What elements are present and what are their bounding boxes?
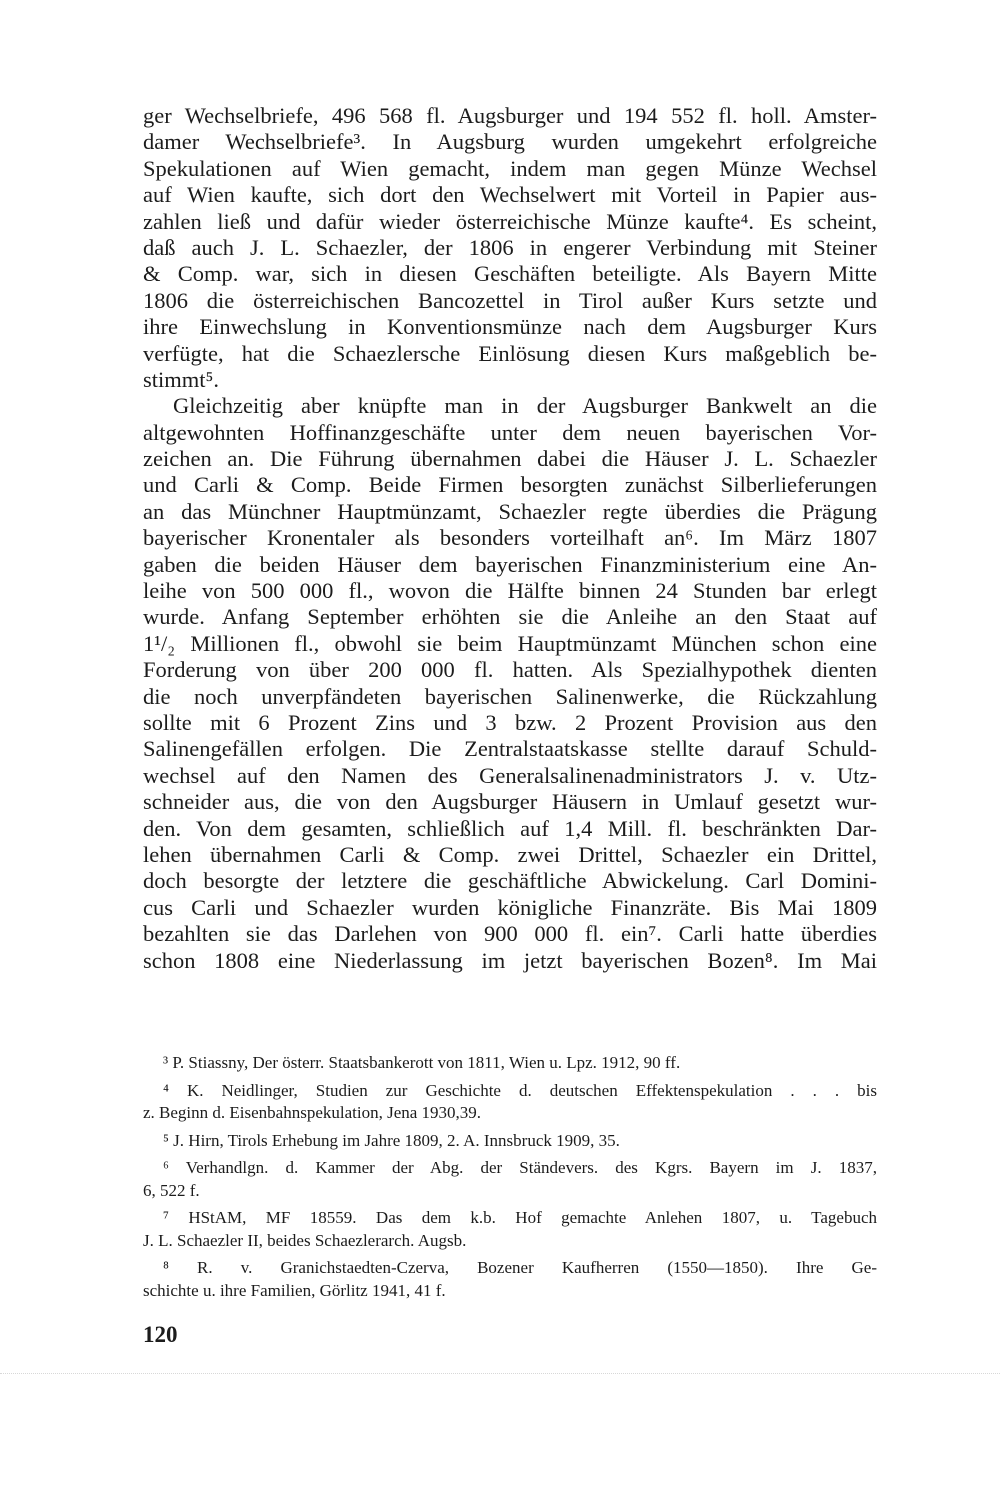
text-line: 1¹/₂ Millionen fl., obwohl sie beim Hauptmünzamt München schon eine	[143, 630, 877, 656]
text-line: die noch unverpfändeten bayerischen Salinenwerke, die Rückzahlung	[143, 683, 877, 709]
text-line: altgewohnten Hoffinanzgeschäfte unter dem neuen bayerischen Vor-	[143, 419, 877, 445]
footnote-4	[143, 1080, 877, 1125]
text-line: Forderung von über 200 000 fl. hatten. Als Spezialhypothek dienten	[143, 657, 877, 683]
footnote-line: 6, 522 f.	[143, 1180, 200, 1200]
footnote-7	[143, 1207, 877, 1252]
footnote-3	[143, 1052, 877, 1075]
footnote-line: ⁵ J. Hirn, Tirols Erhebung im Jahre 1809, 2. A. Innsbruck 1909, 35.	[163, 1130, 620, 1150]
scan-edge-divider	[0, 1373, 1000, 1374]
footnote-line: J. L. Schaezler II, beides Schaezlerarch. Augsb.	[143, 1230, 467, 1250]
text-line: doch besorgte der letztere die geschäftliche Abwickelung. Carl Domini-	[143, 868, 877, 894]
text-line: gaben die beiden Häuser dem bayerischen Finanzministerium eine An-	[143, 551, 877, 577]
text-line: lehen übernahmen Carli & Comp. zwei Drittel, Schaezler ein Drittel,	[143, 841, 877, 867]
body-text	[143, 103, 877, 974]
text-line: Spekulationen auf Wien gemacht, indem man gegen Münze Wechsel	[143, 155, 877, 181]
text-line: bezahlten sie das Darlehen von 900 000 fl. ein⁷. Carli hatte überdies	[143, 921, 877, 947]
text-line: zeichen an. Die Führung übernahmen dabei die Häuser J. L. Schaezler	[143, 446, 877, 472]
text-line: wurde. Anfang September erhöhten sie die Anleihe an den Staat auf	[143, 604, 877, 630]
footnote-line: ⁷ HStAM, MF 18559. Das dem k.b. Hof gemachte Anlehen 1807, u. Tagebuch	[163, 1208, 877, 1227]
text-line: ger Wechselbriefe, 496 568 fl. Augsburger und 194 552 fl. holl. Amster-	[143, 103, 877, 128]
footnote-line: ⁴ K. Neidlinger, Studien zur Geschichte d. deutschen Effektenspekulation . . . bis	[163, 1080, 877, 1100]
text-line: Salinengefällen erfolgen. Die Zentralstaatskasse stellte darauf Schuld-	[143, 736, 877, 762]
text-line: zahlen ließ und dafür wieder österreichische Münze kaufte⁴. Es scheint,	[143, 208, 877, 234]
text-line: Gleichzeitig aber knüpfte man in der Augsburger Bankwelt an die	[173, 393, 877, 419]
text-line: schneider aus, die von den Augsburger Häusern in Umlauf gesetzt wur-	[143, 789, 877, 815]
text-line: den. Von dem gesamten, schließlich auf 1,4 Mill. fl. beschränkten Dar-	[143, 815, 877, 841]
footnote-line: ⁸ R. v. Granichstaedten-Czerva, Bozener Kaufherren (1550—1850). Ihre Ge-	[163, 1258, 877, 1277]
text-line: damer Wechselbriefe³. In Augsburg wurden umgekehrt erfolgreiche	[143, 129, 877, 155]
footnotes	[143, 1052, 877, 1307]
text-line: 1806 die österreichischen Bancozettel in Tirol außer Kurs setzte und	[143, 287, 877, 313]
text-line: und Carli & Comp. Beide Firmen besorgten zunächst Silberlieferungen	[143, 472, 877, 498]
text-line: bayerischer Kronentaler als besonders vorteilhaft an⁶. Im März 1807	[143, 525, 877, 551]
text-line: wechsel auf den Namen des Generalsalinenadministrators J. v. Utz-	[143, 762, 877, 788]
footnote-line: ⁶ Verhandlgn. d. Kammer der Abg. der Ständevers. des Kgrs. Bayern im J. 1837,	[163, 1158, 877, 1177]
page-number: 120	[143, 1322, 178, 1347]
text-line: an das Münchner Hauptmünzamt, Schaezler regte überdies die Prägung	[143, 498, 877, 524]
footnote-5	[143, 1130, 877, 1153]
footnote-line: ³ P. Stiassny, Der österr. Staatsbankerott von 1811, Wien u. Lpz. 1912, 90 ff.	[163, 1053, 681, 1072]
text-line: sollte mit 6 Prozent Zins und 3 bzw. 2 Prozent Provision aus den	[143, 709, 877, 735]
footnote-8	[143, 1257, 877, 1302]
text-line: verfügte, hat die Schaezlersche Einlösung diesen Kurs maßgeblich be-	[143, 340, 877, 366]
text-line: stimmt⁵.	[143, 366, 219, 392]
text-line: cus Carli und Schaezler wurden königliche Finanzräte. Bis Mai 1809	[143, 894, 877, 920]
footnote-line: z. Beginn d. Eisenbahnspekulation, Jena 1930,39.	[143, 1103, 482, 1122]
text-line: schon 1808 eine Niederlassung im jetzt bayerischen Bozen⁸. Im Mai	[143, 947, 877, 973]
footnote-line: schichte u. ihre Familien, Görlitz 1941, 41 f.	[143, 1280, 446, 1300]
text-line: & Comp. war, sich in diesen Geschäften beteiligte. Als Bayern Mitte	[143, 261, 877, 287]
text-line: leihe von 500 000 fl., wovon die Hälfte binnen 24 Stunden bar erlegt	[143, 578, 877, 604]
text-line: ihre Einwechslung in Konventionsmünze nach dem Augsburger Kurs	[143, 314, 877, 340]
footnote-6	[143, 1157, 877, 1202]
text-line: auf Wien kaufte, sich dort den Wechselwert mit Vorteil in Papier aus-	[143, 182, 877, 208]
text-line: daß auch J. L. Schaezler, der 1806 in engerer Verbindung mit Steiner	[143, 234, 877, 260]
